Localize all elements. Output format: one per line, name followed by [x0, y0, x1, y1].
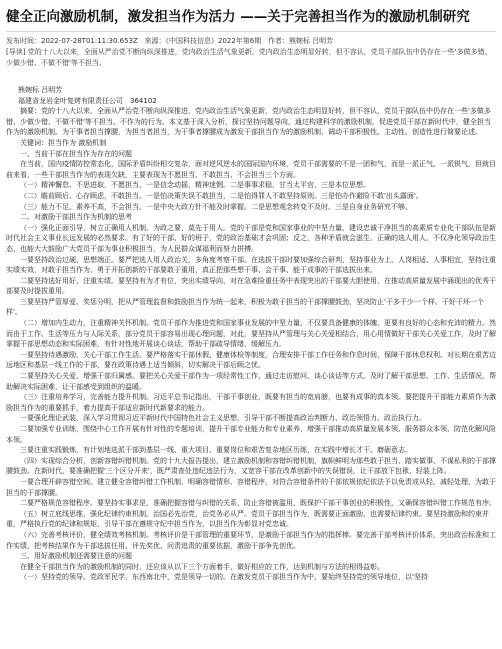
body-paragraph: （二）增加内生动力，注重精神关怀机制。党员干部作为推进党和国家事业发展的中坚力量，不仅要具备健康的体魄，更要有良好的心态和充沛的精力。然而由于工作、生活等压力与人际关系，部分党员干部容易出现心理问题，对此，要坚持从严管理与关心关爱相结合，用心用情做好干部关心关爱工作，及时了解掌握干部思想动态和实际困难，有针对性地开展谈心谈话，帮助干部疏导情绪、缓解压力。	[6, 319, 496, 349]
body-paragraph: 关键词：担当作为 激励机制	[20, 138, 107, 147]
abstract	[6, 47, 496, 69]
source: 《中国科技信息》2022年第6期	[165, 37, 262, 45]
article-title: 健全正向激励机制，激发担当作为活力 ——关于完善担当作为的激励机制研究	[6, 9, 470, 25]
title-divider	[6, 31, 496, 32]
body-paragraph: （五）树立底线思维，强化纪律约束机制。治国必先治党，治党务必从严。党员干部担当作为，既需要正面激励，也需要纪律约束。要坚持激励和约束并重，严格执行党的纪律和规矩，引导干部在遵规守纪中担当作为，以担当作为彰显对党忠诚。	[6, 509, 489, 529]
body-paragraph: 在健全干部担当作为的激励机制的同时，还应该从以下三个方面着手，做好相应的工作，达到机制与方法的相得益彰。	[20, 562, 384, 571]
body-paragraph: （一）精神懈怠、不思进取，不愿担当，一是信念动摇，精神迷惘。二是事事求稳，甘当太平官，三是本位思想。	[20, 181, 370, 190]
publish-date: 2022-07-28T01:11:30.653Z	[41, 37, 138, 45]
body-paragraph: 二要坚持关心关爱，增强干部归属感。要把关心关爱干部作为一项经常性工作，通过走访慰问、谈心谈话等方式，及时了解干部思想、工作、生活情况，帮助解决实际困难，让干部感受到组织的温暖。	[6, 372, 496, 391]
body-paragraph: （四）实现综合分析，创新容错纠错机制。党的十九大报告提出，建立激励机制和容错纠错机制，旗帜鲜明为那些敢于担当、踏实做事、不谋私利的干部撑腰鼓劲。在新时代，要准确把握'三个区分开来'，既严肃查处违纪违法行为，又宽容干部在改革创新中的失误错误，让干部放下包袱、轻装上阵。	[6, 456, 496, 476]
body-paragraph: 三要坚持严管厚爱、奖惩分明，把从严管理监督和鼓励担当作为统一起来，积极为敢于担当的干部撑腰鼓劲，坚决防止'干多干少一个样、干好干坏一个样'。	[6, 297, 484, 317]
article-meta	[6, 36, 496, 47]
spacer	[6, 69, 496, 85]
body-paragraph: 二、对激励干部担当作为机制的思考	[20, 213, 132, 222]
body-paragraph: （三）注重培养学习，完善能力提升机制。习近平总书记指出，干部干事创业，既要有担当的宽肩膀，也要有成事的真本领。要把提升干部能力素质作为激励担当作为的重要抓手，着力提高干部适应新时代新要求的能力。	[6, 393, 496, 412]
body-paragraph: 在当前，国内疫情防控常态化，国际矛盾纠纷相交复杂，面对逆风逆水的国际国内环境，党员干部需要的不是一团和气，而是一派正气、一派锐气，但就目前来看，一些干部担当作为的表现欠缺，主要表现为不愿担当、不敢担当、不会担当三个方面。	[6, 160, 496, 179]
body-paragraph: 一要合理开辟容错空间。建立健全容错纠错工作机制，明确容错情形、容错程序，对符合容错条件的干部依规依纪依法予以免责或从轻、减轻处理，为敢于担当的干部撑腰。	[6, 477, 496, 497]
body-paragraph: 一要坚持待遇激励，关心干部工作生活。要严格落实干部休假、健康体检等制度，合理安排干部工作任务和作息时间，保障干部休息权利。对长期在艰苦边远地区和基层一线工作的干部，要在政策待遇上适当倾斜，切实解决干部后顾之忧。	[6, 350, 496, 370]
byline-unit: 福建省龙岩金叶复烤有限责任公司 364102	[18, 96, 157, 105]
body-paragraph: （一）坚持党的领导。党政军民学，东西南北中，党是领导一切的。在激发党员干部担当作为中，要始终坚持党的领导地位，以'坚持	[20, 573, 428, 582]
article-body	[6, 85, 496, 583]
body-paragraph: （六）完善考核评价，健全绩效考核机制。考核评价是干部管理的重要环节，是激励干部担当作为的指挥棒。要完善干部考核评价体系，突出政治标准和工作实绩，把考核结果作为干部选拔任用、评先奖优、问责追责的重要依据，激励干部争先创优。	[6, 530, 496, 550]
body-paragraph: （二）瞻前顾后、心存顾虑，不敢担当。一是怕决策失误不敢担当，二是怕得罪人不敢坚持原则。三是怕办作避险不敢'出头露面'。	[20, 191, 423, 200]
date-label: 发布时间：	[6, 37, 41, 45]
body-paragraph: 三要注重实践锻炼，有计划地选派干部到基层一线、重大项目、重要岗位和艰苦复杂地区历练，在实践中增长才干、磨砺意志。	[20, 446, 412, 455]
body-paragraph: 二要加强专业训练，围绕中心工作开展有针对性的专题培训，提升干部专业能力和专业素养，增强干部推动高质量发展本领、服务群众本领、防范化解风险本领。	[6, 425, 496, 444]
body-paragraph: 一、当前干部在担当作为存在的问题	[20, 149, 132, 158]
author: 熊婉标 吕明芳	[288, 37, 334, 45]
abstract-text: 党的十八大以来，全面从严治党不断向纵深推进，党内政治生活气象更新，党内政治生态明显好转，但不容认，党员干部队伍中仍存在一些'多做多错、少做少错、不做不错'等不担当、	[6, 48, 492, 67]
body-paragraph: 三、用好激励机制还需要注意的问题	[20, 552, 132, 561]
body-paragraph: 二要坚持选好用好、注重实绩。要坚持有为才有位，突出实绩导向，对在急难险重任务中表现突出的干部要大胆使用，在推动高质量发展中涌现出的优秀干部要及时提拔重用。	[6, 276, 496, 296]
paragraph-list	[6, 106, 496, 583]
author-label: 作者：	[267, 37, 289, 45]
body-paragraph: （一）强化正面引导，树立正确用人机制。为政之要，莫先于用人。党的干部是党和国家事业的中坚力量，建设忠诚干净担当的高素质专业化干部队伍是新时代社会主义事业长远发展的必然要求。有了好的干部、好的班子，党的政治基础才会巩固；反之，各种矛盾就会滋生。正确的选人用人，不仅净化领导政治生态，也能大大鼓励广大党员干部为事业积极担当，为人民群众谋福利而努力拼搏。	[6, 223, 496, 253]
body-paragraph: 一要坚持政治过硬、思想端正。要严把选人用人政治关，多角度考察干部。在选拔干部时要加强综合研判，坚持事业为上、人岗相适、人事相宜，坚持注重实绩实效，对敢于担当作为、勇于开拓创新的干部要敢于重用，真正把那些想干事、会干事、能干成事的干部选拔出来。	[6, 255, 496, 275]
byline-authors: 熊婉标 吕明芳	[18, 86, 63, 94]
body-paragraph: （三）能力不足、素养不高，不会担当。一是中央大政方针不能及时掌握。二是思想观念转变不及时。三是自身业务研究不够。	[20, 202, 412, 211]
body-paragraph: 摘要：党的十八大以来，全面从严治党不断向纵深推进，党内政治生活气象更新，党内政治生态明显好转，但不容认，党员干部队伍中仍存在一些'多做多错、少做少错、不做不错'等不担当、不作为的行为。本文基于深入分析，探讨坚持问题导向，通过构建科学的激励机制，促进党员干部在新时代中，健全担当作为的激励机制。为干事者担当撑腰，为担当者担当，为干事者撑腰成为激发干部担当作为的激励机制，调动干部积极性、主动性、创造性进行简要论述。	[6, 107, 491, 137]
abstract-tag: [导读]	[6, 48, 26, 56]
body-paragraph: 二要严格规范容错程序。要坚持实事求是，准确把握容错与纠错的关系，防止容错被滥用，既保护干部干事创业的积极性，又确保容错纠错工作规范有序。	[20, 499, 496, 508]
body-paragraph: 一要强化理论武装，深入学习贯彻习近平新时代中国特色社会主义思想，引导干部不断提高政治判断力、政治领悟力、政治执行力。	[20, 414, 426, 423]
source-label: 来源：	[144, 37, 166, 45]
